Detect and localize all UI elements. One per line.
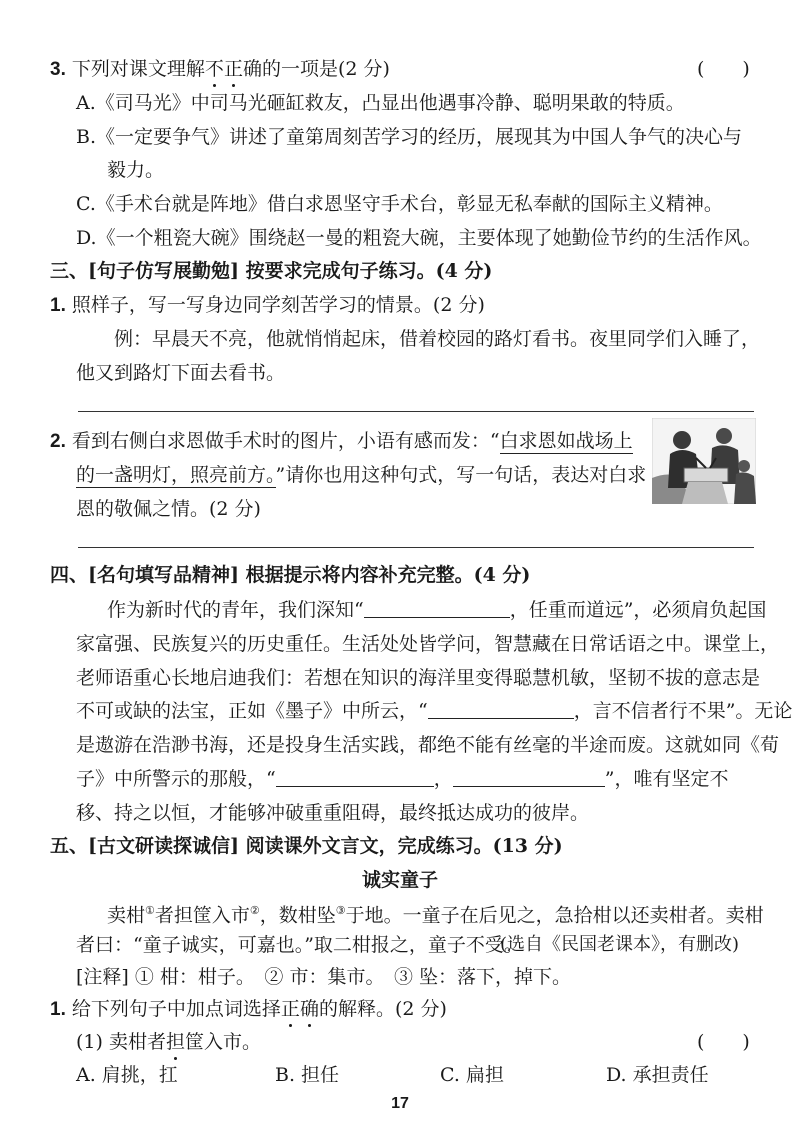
- q3-answer-blank[interactable]: ( ): [697, 58, 750, 80]
- option-b: B. 担任: [275, 1064, 340, 1086]
- q3-number: 3.: [50, 59, 66, 80]
- q3-stem: 3. 下列对课文理解不正确的一项是(2 分): [50, 58, 390, 80]
- s3-q2-line2: 的一盏明灯，照亮前方。”请你也用这种句式，写一句话，表达对白求: [76, 464, 647, 486]
- option-d: D. 承担责任: [606, 1064, 709, 1086]
- s4-para-line3: 老师语重心长地启迪我们：若想在知识的海洋里变得聪慧机敏，坚韧不拔的意志是: [76, 667, 761, 689]
- s3-q1: 1. 照样子，写一写身边同学刻苦学习的情景。(2 分): [50, 294, 485, 316]
- section-3-header: 三、[句子仿写展勤勉] 按要求完成句子练习。(4 分): [50, 260, 493, 282]
- s3-q2-line3: 恩的敬佩之情。(2 分): [76, 498, 261, 520]
- s4-para-line5: 是遨游在浩渺书海，还是投身生活实践，都绝不能有丝毫的半途而废。这就如同《荀: [76, 734, 780, 756]
- section-5-header: 五、[古文研读探诚信] 阅读课外文言文，完成练习。(13 分): [50, 835, 563, 857]
- passage-source: (选自《民国老课本》，有删改): [500, 934, 740, 955]
- q3-option-a: A.《司马光》中司马光砸缸救友，凸显出他遇事冷静、聪明果敢的特质。: [76, 92, 685, 114]
- s4-para-line4: 不可或缺的法宝，正如《墨子》中所云，“ ，言不信者行不果”。无论: [76, 700, 793, 722]
- s5-q1: 1. 给下列句子中加点词选择正确的解释。(2 分): [50, 998, 447, 1020]
- s3-example-line2: 他又到路灯下面去看书。: [76, 362, 286, 384]
- fill-blank-1[interactable]: [364, 599, 510, 618]
- section-4-header: 四、[名句填写品精神] 根据提示将内容补充完整。(4 分): [50, 564, 531, 586]
- passage-line2: 者曰：“童子诚实，可嘉也。”取二柑报之，童子不受。: [76, 934, 523, 956]
- q3-option-b-cont: 毅力。: [107, 159, 165, 181]
- s3-q2-line1: 2. 看到右侧白求恩做手术时的图片，小语有感而发：“白求恩如战场上: [50, 430, 633, 452]
- q3-option-d: D.《一个粗瓷大碗》围绕赵一曼的粗瓷大碗，主要体现了她勤俭节约的生活作风。: [76, 227, 762, 249]
- q3-option-b: B.《一定要争气》讲述了童第周刻苦学习的经历，展现其为中国人争气的决心与: [76, 126, 743, 148]
- q3-option-c: C.《手术台就是阵地》借白求恩坚守手术台，彰显无私奉献的国际主义精神。: [76, 193, 723, 215]
- passage-line1: 卖柑①者担筐入市②，数柑坠③于地。一童子在后见之，急拾柑以还卖柑者。卖柑: [107, 904, 764, 927]
- s4-para-line1: 作为新时代的青年，我们深知“ ，任重而道远”，必须肩负起国: [107, 599, 767, 621]
- fill-blank-4[interactable]: [453, 768, 605, 787]
- fill-blank-2[interactable]: [428, 700, 574, 719]
- s5-q1-sub1: (1) 卖柑者担筐入市。: [76, 1031, 261, 1053]
- s5-q1-answer-blank[interactable]: ( ): [697, 1031, 750, 1053]
- answer-line-1[interactable]: [78, 411, 754, 412]
- s4-para-line6: 子》中所警示的那般，“ ， ”，唯有坚定不: [76, 768, 729, 790]
- s3-example-line1: 例：早晨天不亮，他就悄悄起床，借着校园的路灯看书。夜里同学们入睡了，: [114, 328, 761, 350]
- s4-para-line2: 家富强、民族复兴的历史重任。生活处处皆学问，智慧藏在日常话语之中。课堂上，: [76, 633, 780, 655]
- s4-para-line7: 移、持之以恒，才能够冲破重重阻碍，最终抵达成功的彼岸。: [76, 802, 590, 824]
- surgery-illustration: [652, 418, 756, 504]
- passage-title: 诚实童子: [361, 870, 438, 891]
- option-c: C. 扁担: [440, 1064, 504, 1086]
- passage-notes: [注释] ① 柑：柑子。 ② 市：集市。 ③ 坠：落下，掉下。: [76, 966, 571, 988]
- option-a: A. 肩挑，扛: [76, 1064, 178, 1086]
- answer-line-2[interactable]: [78, 547, 754, 548]
- page-number: 17: [391, 1095, 409, 1112]
- fill-blank-3[interactable]: [276, 768, 434, 787]
